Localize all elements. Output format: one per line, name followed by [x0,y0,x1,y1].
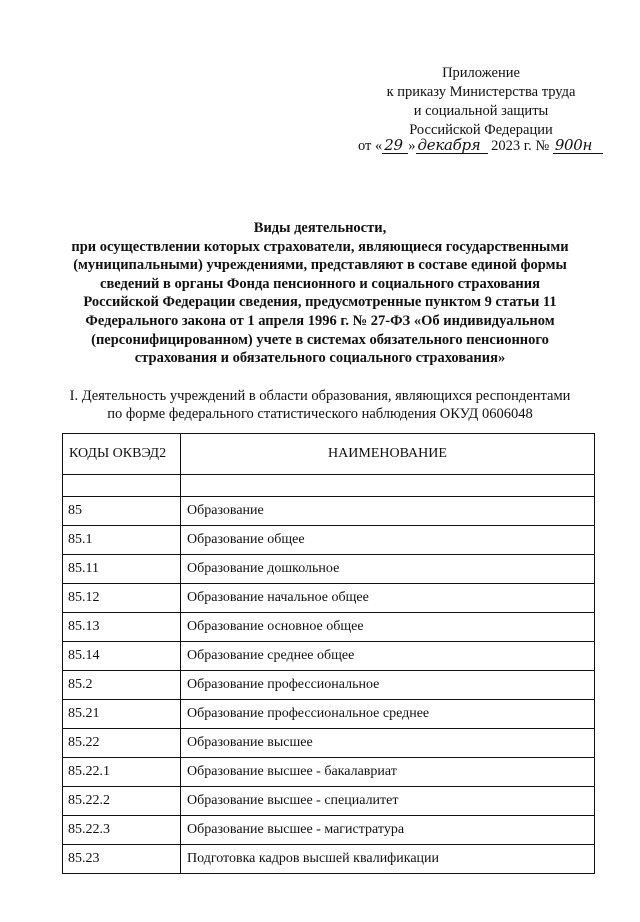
table-row [63,526,595,555]
activity-name-cell: Образование профессиональное среднее [181,700,595,729]
title-line: сведений в органы Фонда пенсионного и социального страхования [100,275,540,292]
date-prefix: от « [358,138,383,154]
column-header-name: НАИМЕНОВАНИЕ [181,434,595,475]
appendix-line: Приложение [442,65,520,81]
okved-code-cell: 85.14 [63,642,181,671]
title-line: при осуществлении которых страхователи, являющиеся государственными [71,238,569,255]
activity-name-cell: Образование среднее общее [181,642,595,671]
table-spacer-row [63,475,595,497]
table-body [63,475,595,874]
table-row [63,642,595,671]
activity-name-cell: Образование общее [181,526,595,555]
title-line: (муниципальными) учреждениями, представляют в составе единой формы [73,257,567,274]
table-row [63,845,595,874]
table-row [63,729,595,758]
activity-name-cell: Образование профессиональное [181,671,595,700]
activity-name-cell: Подготовка кадров высшей квалификации [181,845,595,874]
table-row [63,758,595,787]
document-title [50,219,590,368]
table-row [63,671,595,700]
activity-name-cell: Образование дошкольное [181,555,595,584]
section-line: по форме федерального статистического наблюдения ОКУД 0606048 [107,406,533,422]
order-date-line [358,137,603,156]
okved-code-cell: 85.2 [63,671,181,700]
activity-name-cell: Образование основное общее [181,613,595,642]
date-mid: » [408,138,416,154]
activity-name-cell: Образование высшее - бакалавриат [181,758,595,787]
title-line: Виды деятельности, [253,220,387,236]
handwritten-day: 29 [382,138,408,154]
table-row [63,555,595,584]
activity-name-cell: Образование высшее - магистратура [181,816,595,845]
table-row [63,787,595,816]
okved-code-cell: 85 [63,497,181,526]
okved-code-cell: 85.22.1 [63,758,181,787]
section-heading [50,387,590,423]
okved-codes-table [62,433,595,874]
title-line: (персонифицированном) учете в системах обязательного пенсионного [91,331,549,348]
table-row [63,497,595,526]
title-line: страхования и обязательного социального страхования» [134,350,506,367]
activity-name-cell: Образование высшее - специалитет [181,787,595,816]
handwritten-order-number: 900н [553,138,603,154]
okved-code-cell: 85.13 [63,613,181,642]
table-row [63,613,595,642]
appendix-line: Российской Федерации [409,122,553,138]
activity-name-cell: Образование начальное общее [181,584,595,613]
table-row [63,584,595,613]
title-line: Российской Федерации сведения, предусмотренные пунктом 9 статьи 11 [83,294,557,311]
okved-code-cell: 85.23 [63,845,181,874]
table-row [63,700,595,729]
column-header-codes: КОДЫ ОКВЭД2 [63,434,181,475]
okved-code-cell: 85.21 [63,700,181,729]
section-line: I. Деятельность учреждений в области образования, являющихся респондентами [69,388,571,404]
appendix-line: к приказу Министерства труда [386,84,576,100]
table-header-row [63,434,595,475]
okved-code-cell: 85.22.3 [63,816,181,845]
date-year: 2023 г. № [487,138,550,154]
okved-code-cell: 85.22 [63,729,181,758]
activity-name-cell: Образование [181,497,595,526]
okved-code-cell: 85.12 [63,584,181,613]
okved-code-cell: 85.1 [63,526,181,555]
okved-code-cell: 85.11 [63,555,181,584]
handwritten-month: декабря [416,138,488,154]
okved-code-cell: 85.22.2 [63,787,181,816]
appendix-line: и социальной защиты [413,103,549,119]
table-row [63,816,595,845]
title-line: Федерального закона от 1 апреля 1996 г. № 27-ФЗ «Об индивидуальном [85,312,555,329]
activity-name-cell: Образование высшее [181,729,595,758]
appendix-header [300,64,640,140]
